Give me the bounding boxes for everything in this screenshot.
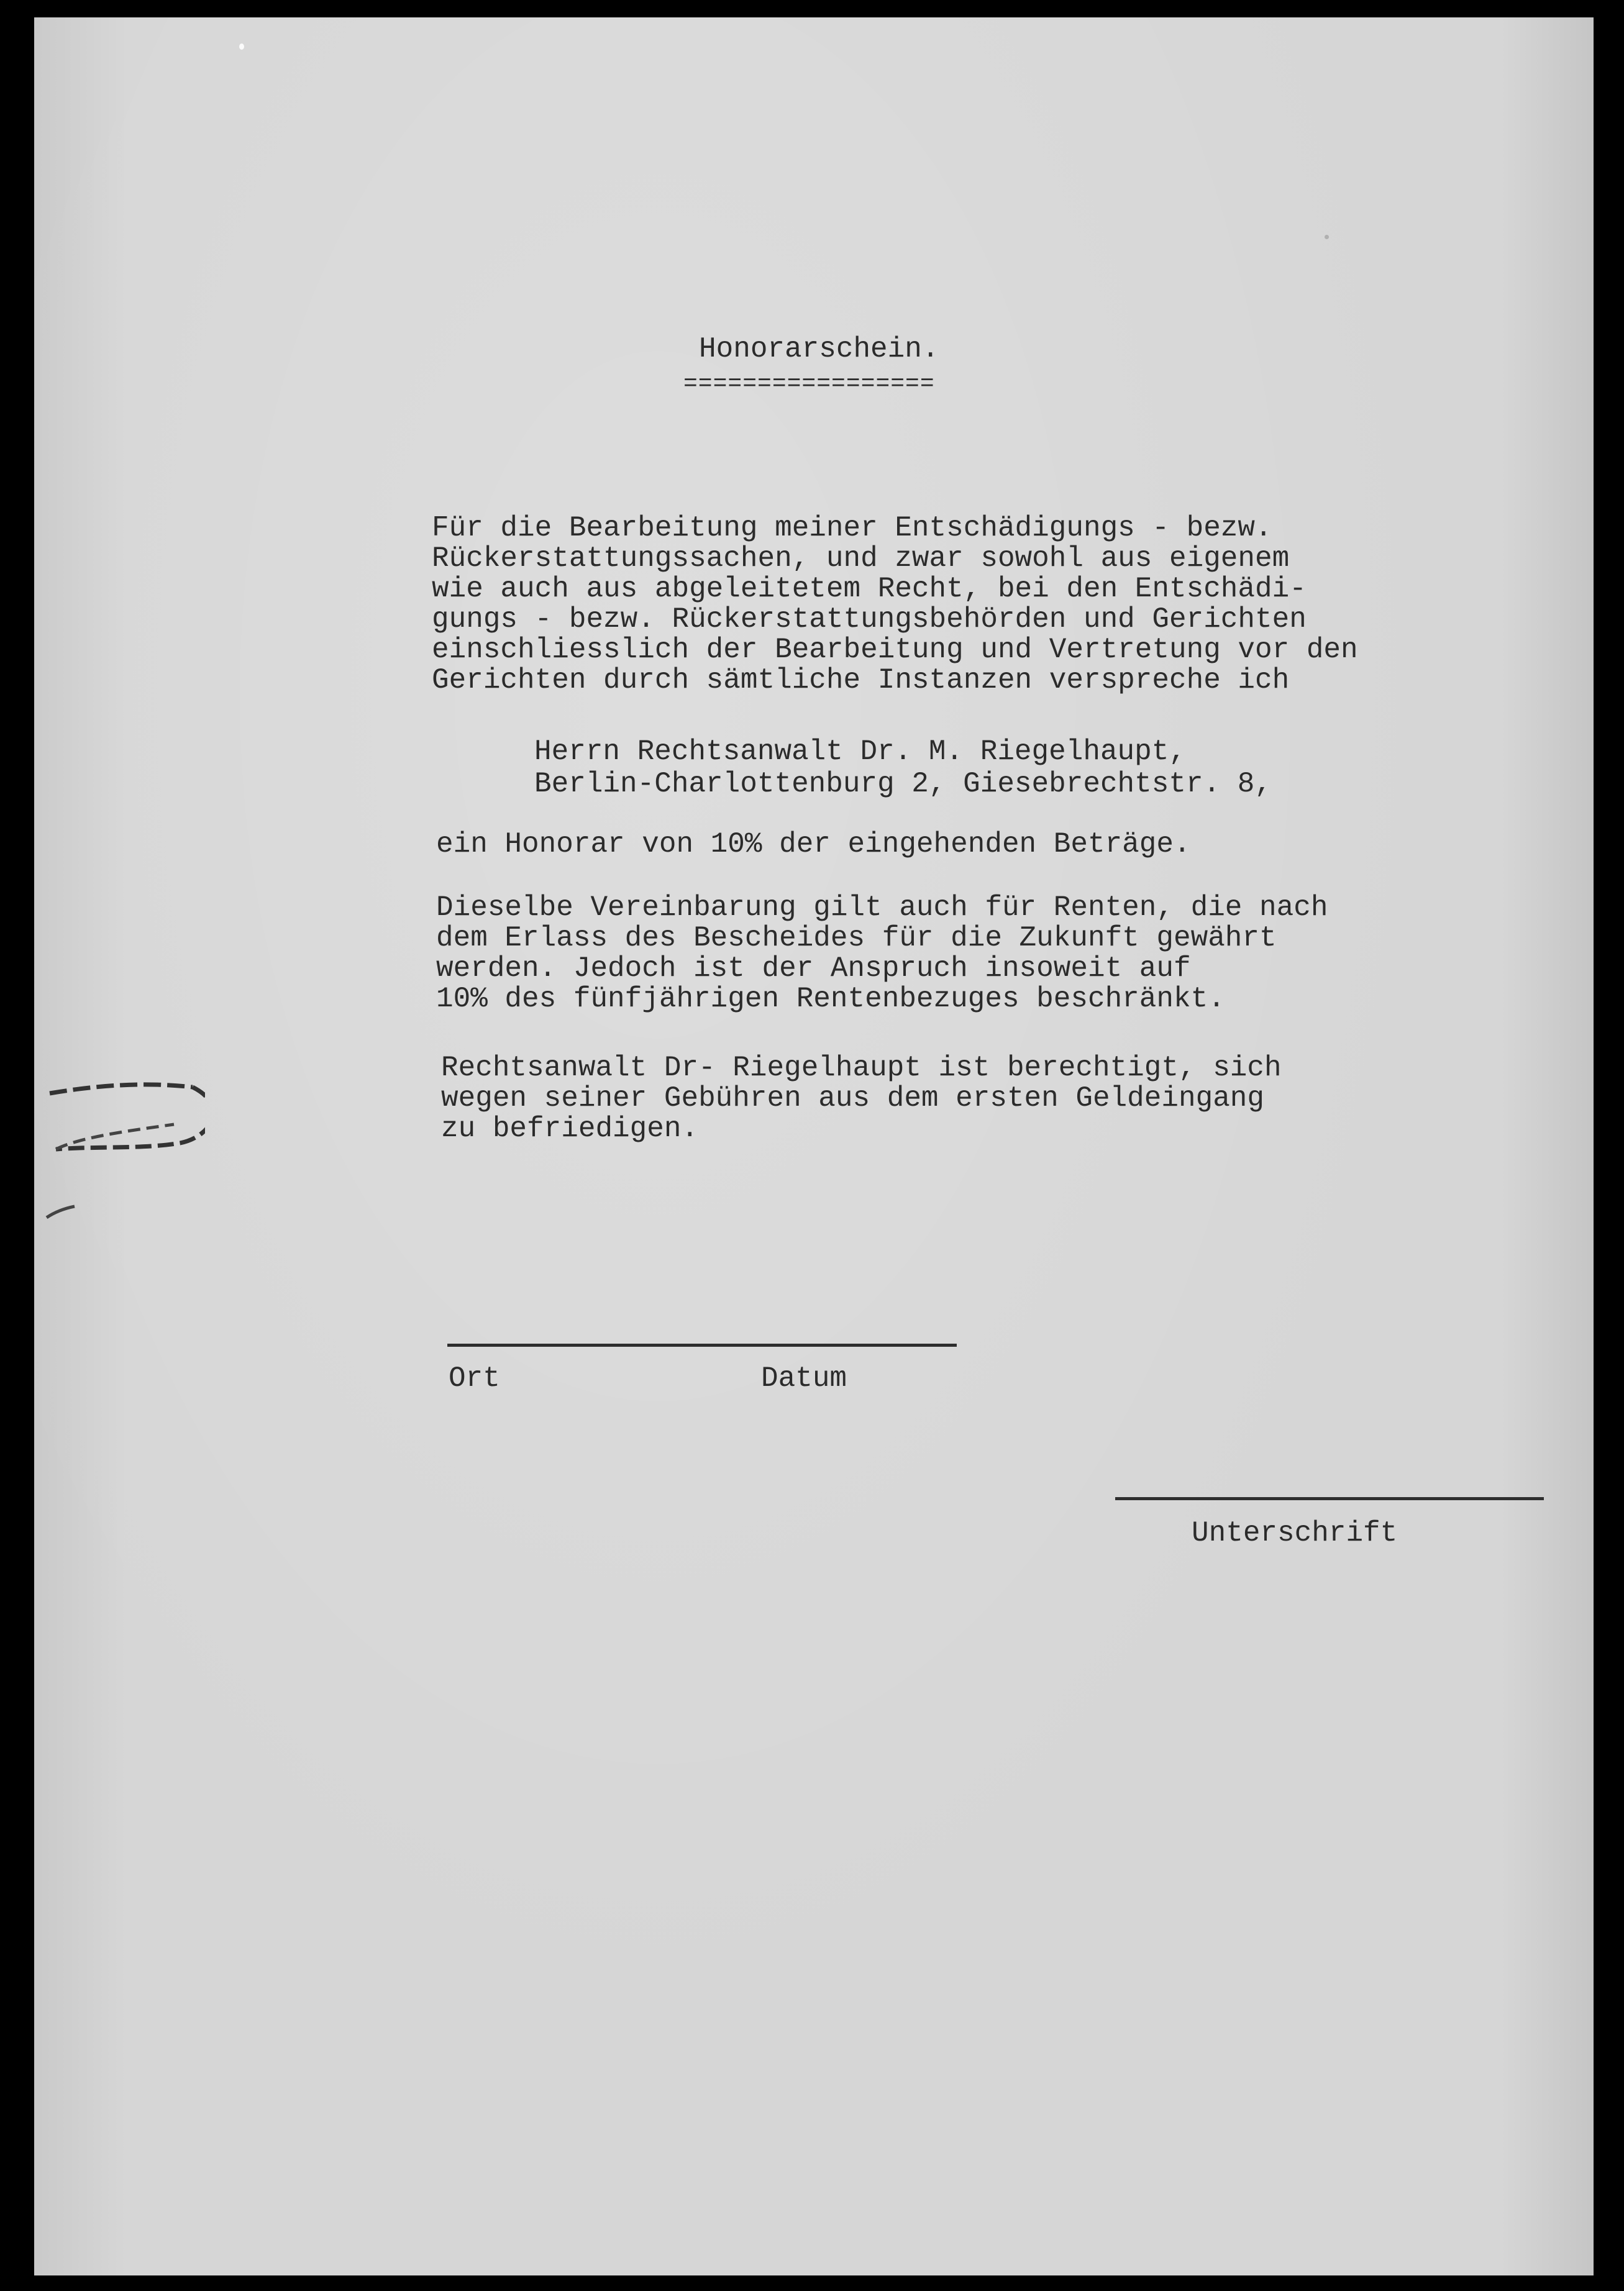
paragraph-line: werden. Jedoch ist der Anspruch insoweit auf (436, 952, 1191, 985)
paragraph-line: wegen seiner Gebühren aus dem ersten Geldeingang (441, 1082, 1265, 1114)
paragraph-line: Gerichten durch sämtliche Instanzen verspreche ich (432, 664, 1290, 696)
clip-mark (37, 1068, 205, 1230)
fee-line: ein Honorar von 10% der eingehenden Beträge. (436, 828, 1191, 860)
paragraph-line: Rückerstattungssachen, und zwar sowohl aus eigenem (432, 542, 1290, 575)
place-date-line (447, 1344, 957, 1347)
signature-label: Unterschrift (1192, 1517, 1398, 1549)
paragraph-line: Dieselbe Vereinbarung gilt auch für Renten, die nach (436, 891, 1328, 924)
date-label: Datum (761, 1362, 847, 1395)
paragraph-line: gungs - bezw. Rückerstattungsbehörden und Gerichten (432, 603, 1307, 635)
paragraph-line: dem Erlass des Bescheides für die Zukunft gewährt (436, 922, 1277, 954)
paragraph-line: zu befriedigen. (441, 1113, 699, 1145)
scan-speck (239, 43, 244, 50)
paragraph-line: wie auch aus abgeleitetem Recht, bei den Entschädi- (432, 573, 1307, 605)
addressee-line: Berlin-Charlottenburg 2, Giesebrechtstr. 8, (534, 768, 1272, 800)
signature-line (1115, 1497, 1544, 1500)
title-underline: ================= (683, 371, 935, 398)
place-label: Ort (449, 1362, 500, 1395)
scan-speck (1325, 235, 1329, 239)
document-title: Honorarschein. (699, 333, 939, 365)
paragraph-line: Für die Bearbeitung meiner Entschädigungs - bezw. (432, 512, 1272, 544)
paragraph-line: Rechtsanwalt Dr- Riegelhaupt ist berechtigt, sich (441, 1052, 1282, 1084)
paragraph-line: 10% des fünfjährigen Rentenbezuges beschränkt. (436, 983, 1225, 1015)
addressee-line: Herrn Rechtsanwalt Dr. M. Riegelhaupt, (534, 736, 1186, 768)
paragraph-line: einschliesslich der Bearbeitung und Vertretung vor den (432, 634, 1358, 666)
